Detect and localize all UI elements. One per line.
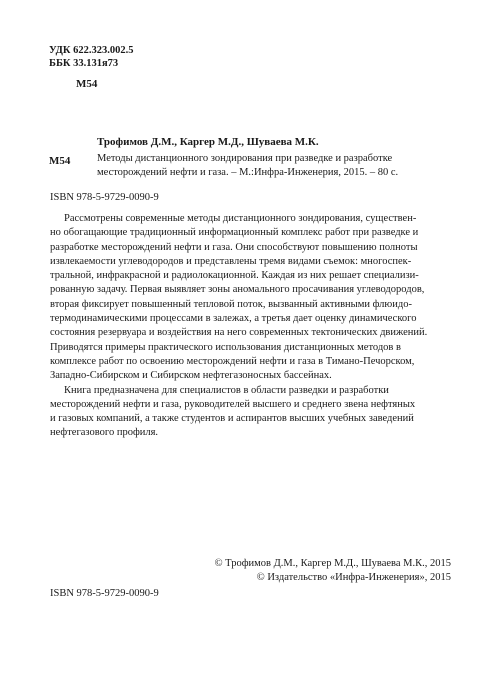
abstract-line: тральной, инфракрасной и радиолокационной. Каждая из них решает специализи- bbox=[50, 270, 419, 282]
abstract-line: Рассмотрены современные методы дистанционного зондирования, существен- bbox=[64, 213, 417, 224]
copyright-block bbox=[215, 557, 451, 585]
isbn-bottom: ISBN 978-5-9729-0090-9 bbox=[50, 588, 159, 599]
abstract bbox=[50, 212, 450, 441]
abstract-line: рованную задачу. Первая выявляет зоны аномального просачивания углеводородов, bbox=[50, 284, 425, 296]
abstract-line: вторая фиксирует повышенный тепловой поток, вызванный активными флюидо- bbox=[50, 298, 412, 310]
abstract-line: термодинамическими процессами в залежах, а третья дает оценку динамического bbox=[50, 313, 417, 325]
abstract-line: Приводятся примеры практического использования дистанционных методов в bbox=[50, 341, 401, 353]
abstract-line: состояния резервуара и воздействия на него современных тектонических движений. bbox=[50, 327, 428, 339]
copyright-publisher: © Издательство «Инфра-Инженерия», 2015 bbox=[256, 572, 451, 583]
abstract-line: извлекаемости углеводородов и представлены тремя видами съемок: многоспек- bbox=[50, 255, 412, 267]
classification-codes bbox=[49, 44, 133, 70]
abstract-line: Книга предназначена для специалистов в области разведки и разработки bbox=[64, 384, 389, 396]
description-line: месторождений нефти и газа. – М.:Инфра-Инженерия, 2015. – 80 с. bbox=[97, 167, 399, 178]
bbk-code: ББК 33.131я73 bbox=[49, 58, 119, 69]
abstract-line: нефтегазового профиля. bbox=[50, 427, 159, 439]
author-mark-catalog: М54 bbox=[49, 155, 71, 167]
abstract-line: Западно-Сибирском и Сибирском нефтегазоносных бассейнах. bbox=[50, 370, 332, 382]
udk-code: УДК 622.323.002.5 bbox=[49, 45, 134, 56]
abstract-line: и газовых компаний, а также студентов и аспирантов высших учебных заведений bbox=[50, 413, 414, 425]
abstract-line: но обогащающие традиционный информационный комплекс работ при разведке и bbox=[50, 227, 419, 239]
description-line: Методы дистанционного зондирования при разведке и разработке bbox=[97, 153, 393, 164]
author-mark-top: М54 bbox=[76, 78, 98, 90]
abstract-line: разработке месторождений нефти и газа. Они способствуют повышению полноты bbox=[50, 241, 418, 253]
abstract-line: месторождений нефти и газа, руководителей высшего и среднего звена нефтяных bbox=[50, 398, 416, 410]
catalog-authors: Трофимов Д.М., Каргер М.Д., Шуваева М.К. bbox=[97, 136, 319, 148]
abstract-paragraph-2 bbox=[50, 384, 450, 441]
isbn-top: ISBN 978-5-9729-0090-9 bbox=[50, 192, 159, 203]
copyright-authors: © Трофимов Д.М., Каргер М.Д., Шуваева М.К., 2015 bbox=[214, 558, 451, 569]
abstract-paragraph-1 bbox=[50, 212, 450, 384]
abstract-line: комплексе работ по освоению месторождений нефти и газа в Тимано-Печорском, bbox=[50, 355, 415, 367]
catalog-description bbox=[97, 152, 398, 180]
